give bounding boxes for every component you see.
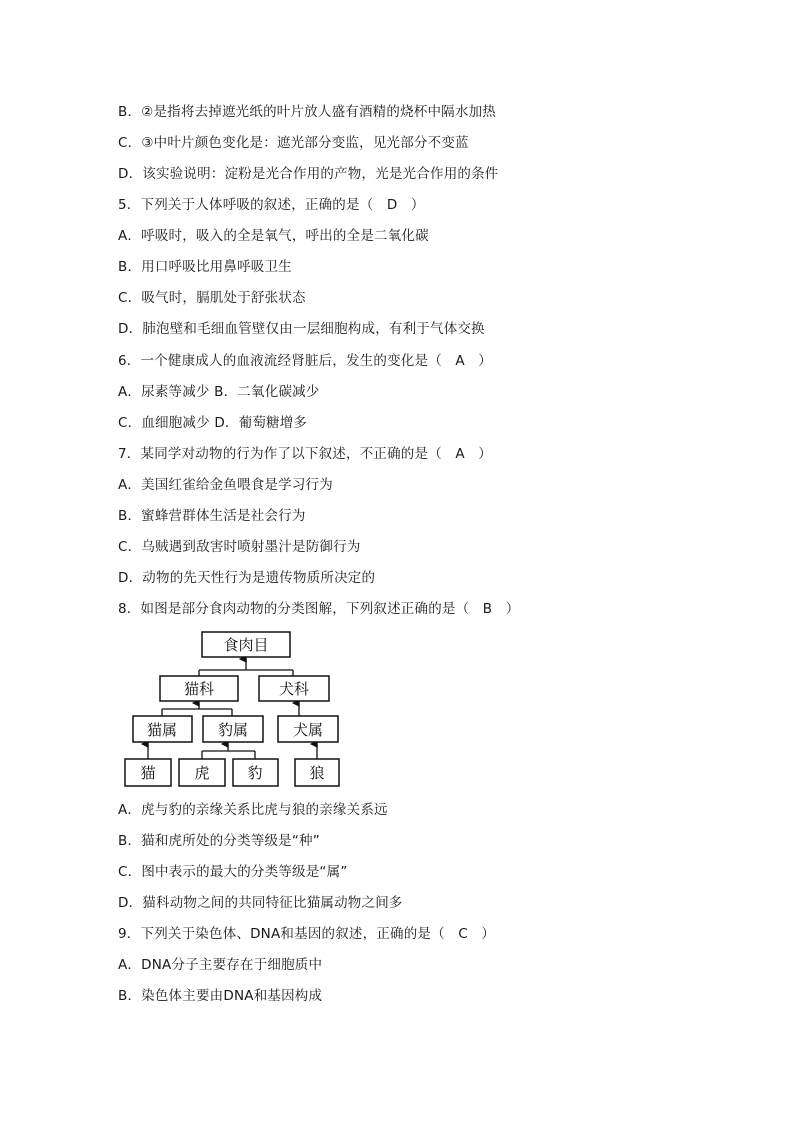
q6-options-ab: A．尿素等减少 B．二氧化碳减少: [118, 384, 320, 400]
label-species-tiger: 虎: [194, 764, 210, 782]
q6-options-cd: C．血细胞减少 D．葡萄糖增多: [118, 415, 308, 431]
q7-option-d: D．动物的先天性行为是遗传物质所决定的: [118, 570, 376, 586]
q5-option-d: D．肺泡壁和毛细血管壁仅由一层细胞构成，有利于气体交换: [118, 321, 485, 337]
q8-option-d: D．猫科动物之间的共同特征比猫属动物之间多: [118, 895, 403, 911]
q7-option-b: B．蜜蜂营群体生活是社会行为: [118, 508, 306, 524]
label-family-dog: 犬科: [278, 680, 310, 698]
q7-stem: 7．某同学对动物的行为作了以下叙述，不正确的是（ A ）: [118, 446, 492, 462]
q5-option-b: B．用口呼吸比用鼻呼吸卫生: [118, 259, 292, 275]
label-genus-panthera: 豹属: [217, 721, 249, 739]
q4-option-b: B．②是指将去掉遮光纸的叶片放人盛有酒精的烧杯中隔水加热: [118, 104, 496, 120]
q5-option-a: A．呼吸时，吸入的全是氧气，呼出的全是二氧化碳: [118, 228, 429, 244]
classification-diagram: [118, 628, 348, 790]
label-genus-felis: 猫属: [146, 721, 178, 739]
q9-option-b: B．染色体主要由DNA和基因构成: [118, 988, 323, 1004]
q4-option-d: D．该实验说明：淀粉是光合作用的产物，光是光合作用的条件: [118, 166, 499, 182]
label-species-cat: 猫: [140, 764, 156, 782]
q7-option-c: C．乌贼遇到敌害时喷射墨汁是防御行为: [118, 539, 361, 555]
q4-option-c: C．③中叶片颜色变化是：遮光部分变监，见光部分不变蓝: [118, 135, 469, 151]
diagram-connectors: [148, 659, 317, 759]
q9-option-a: A．DNA分子主要存在于细胞质中: [118, 957, 323, 973]
label-order: 食肉目: [223, 636, 269, 654]
q7-option-a: A．美国红雀给金鱼喂食是学习行为: [118, 477, 333, 493]
q8-option-c: C．图中表示的最大的分类等级是“属”: [118, 864, 348, 880]
q6-stem: 6．一个健康成人的血液流经肾脏后，发生的变化是（ A ）: [118, 353, 492, 369]
q5-stem: 5．下列关于人体呼吸的叙述，正确的是（ D ）: [118, 197, 425, 213]
label-family-cat: 猫科: [183, 680, 215, 698]
q8-option-a: A．虎与豹的亲缘关系比虎与狼的亲缘关系远: [118, 802, 388, 818]
q5-option-c: C．吸气时，膈肌处于舒张状态: [118, 290, 306, 306]
q8-stem: 8．如图是部分食肉动物的分类图解，下列叙述正确的是（ B ）: [118, 601, 520, 617]
q8-option-b: B．猫和虎所处的分类等级是“种”: [118, 833, 320, 849]
label-species-leopard: 豹: [247, 764, 263, 782]
label-genus-canis: 犬属: [292, 721, 324, 739]
q9-stem: 9．下列关于染色体、DNA和基因的叙述，正确的是（ C ）: [118, 926, 496, 942]
label-species-wolf: 狼: [309, 764, 325, 782]
